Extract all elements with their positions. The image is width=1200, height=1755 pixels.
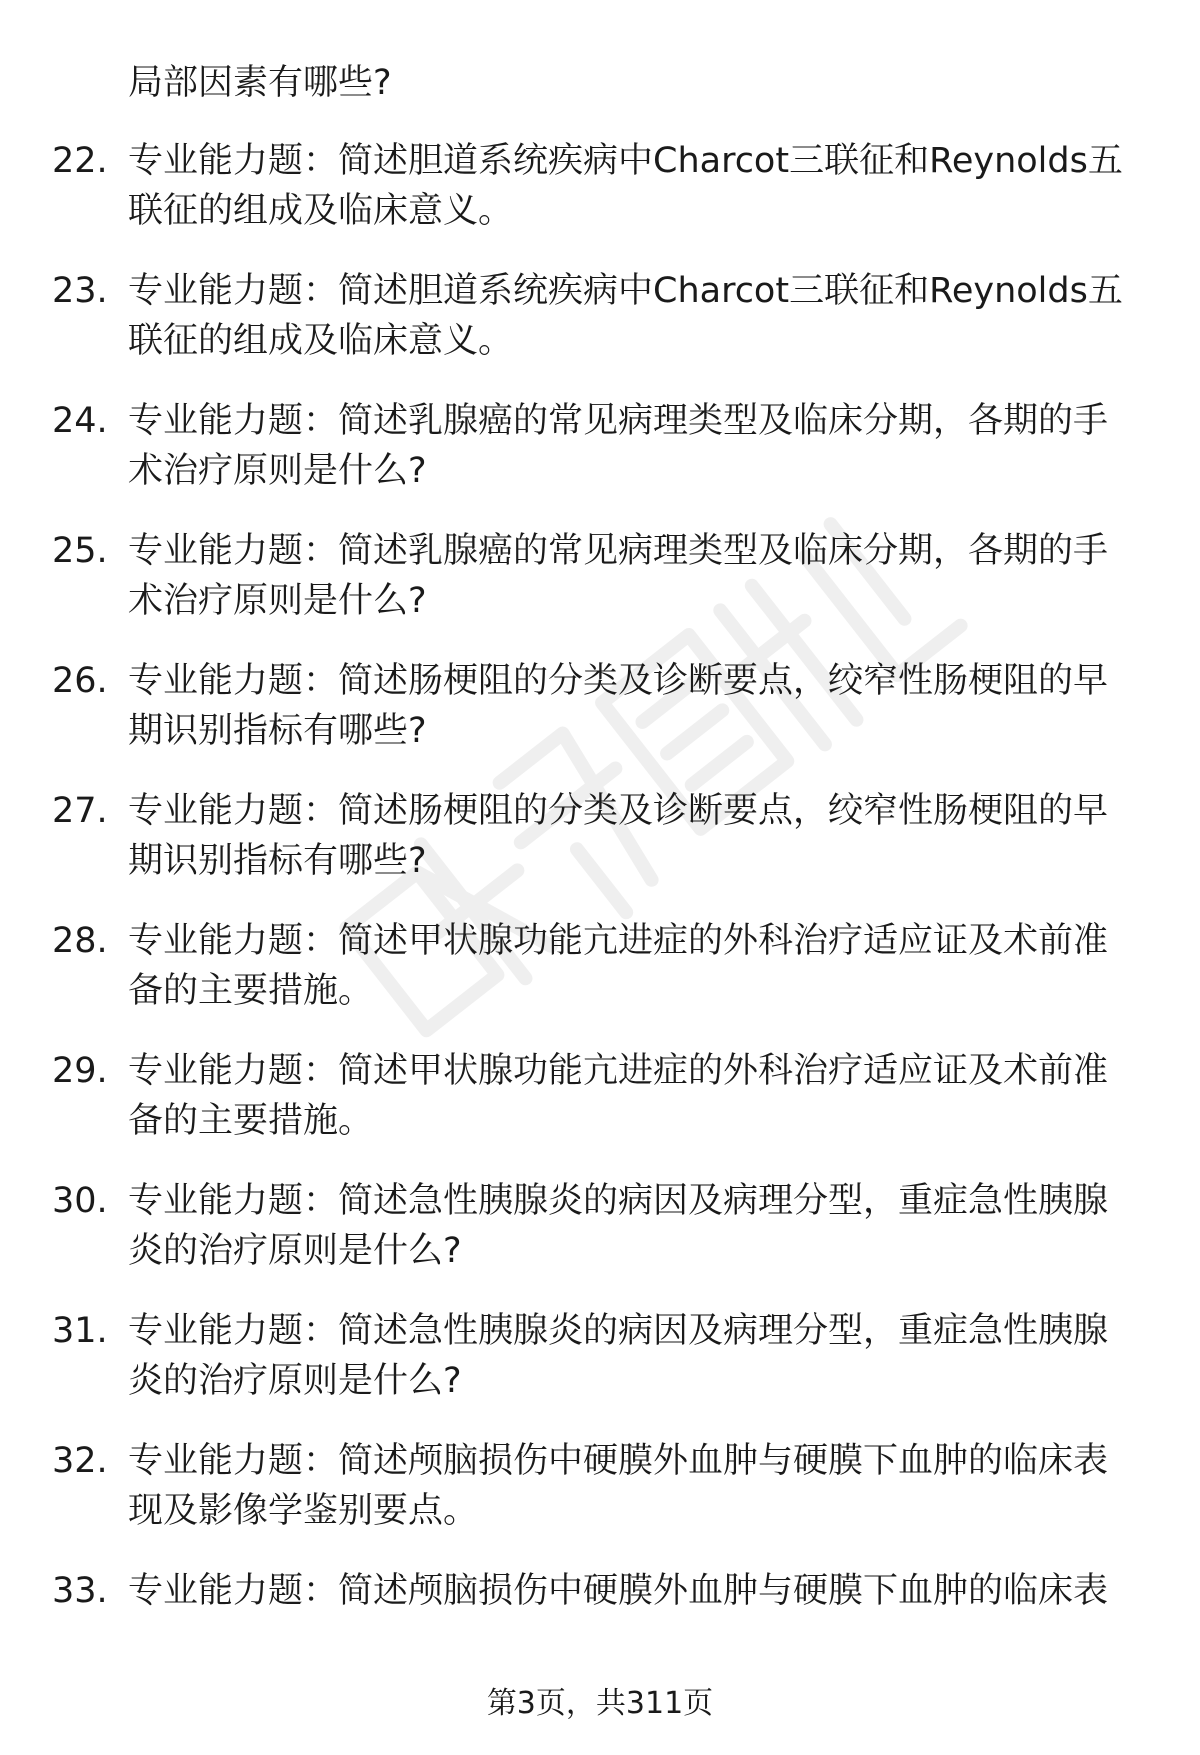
- question-number: 30.: [52, 1181, 108, 1221]
- question-line: 期识别指标有哪些?: [128, 711, 427, 751]
- question-item: [0, 1436, 1200, 1566]
- question-item: [0, 1046, 1200, 1176]
- question-number: 28.: [52, 921, 108, 961]
- question-line: 联征的组成及临床意义。: [128, 321, 514, 361]
- question-number: 31.: [52, 1311, 108, 1351]
- question-number: 23.: [52, 271, 108, 311]
- question-text: [128, 916, 1148, 1016]
- question-number: 27.: [52, 791, 108, 831]
- question-line: 备的主要措施。: [128, 1101, 374, 1141]
- question-text: [128, 396, 1148, 496]
- question-item: [0, 136, 1200, 266]
- question-list: [0, 136, 1200, 1696]
- question-line: 术治疗原则是什么?: [128, 581, 427, 621]
- question-line: 联征的组成及临床意义。: [128, 191, 514, 231]
- question-text: [128, 526, 1148, 626]
- question-item: [0, 396, 1200, 526]
- question-text: [128, 1306, 1148, 1406]
- question-item: [0, 526, 1200, 656]
- question-line: 专业能力题：简述急性胰腺炎的病因及病理分型，重症急性胰腺: [128, 1311, 1109, 1351]
- question-text: [128, 786, 1148, 886]
- continuation-line: 局部因素有哪些?: [128, 63, 392, 103]
- question-line: 专业能力题：简述急性胰腺炎的病因及病理分型，重症急性胰腺: [128, 1181, 1109, 1221]
- question-line: 术治疗原则是什么?: [128, 451, 427, 491]
- question-line: 专业能力题：简述肠梗阻的分类及诊断要点，绞窄性肠梗阻的早: [128, 791, 1109, 831]
- question-text: [128, 656, 1148, 756]
- question-line: 专业能力题：简述乳腺癌的常见病理类型及临床分期，各期的手: [128, 401, 1109, 441]
- question-line: 专业能力题：简述胆道系统疾病中Charcot三联征和Reynolds五: [128, 141, 1123, 181]
- question-text: [128, 136, 1148, 236]
- question-text: [128, 1046, 1148, 1146]
- question-item: [0, 266, 1200, 396]
- question-item: [0, 656, 1200, 786]
- page-footer: 第3页，共311页: [486, 1686, 714, 1721]
- question-line: 专业能力题：简述乳腺癌的常见病理类型及临床分期，各期的手: [128, 531, 1109, 571]
- question-item: [0, 786, 1200, 916]
- question-number: 22.: [52, 141, 108, 181]
- question-text: [128, 1566, 1148, 1616]
- question-line: 专业能力题：简述甲状腺功能亢进症的外科治疗适应证及术前准: [128, 921, 1109, 961]
- question-line: 专业能力题：简述颅脑损伤中硬膜外血肿与硬膜下血肿的临床表: [128, 1441, 1109, 1481]
- question-number: 33.: [52, 1571, 108, 1611]
- question-line: 炎的治疗原则是什么?: [128, 1361, 462, 1401]
- question-line: 炎的治疗原则是什么?: [128, 1231, 462, 1271]
- question-item: [0, 1176, 1200, 1306]
- question-line: 现及影像学鉴别要点。: [128, 1491, 479, 1531]
- question-item: [0, 1306, 1200, 1436]
- question-text: [128, 1176, 1148, 1276]
- question-line: 备的主要措施。: [128, 971, 374, 1011]
- question-line: 专业能力题：简述肠梗阻的分类及诊断要点，绞窄性肠梗阻的早: [128, 661, 1109, 701]
- question-item: [0, 1566, 1200, 1696]
- question-number: 26.: [52, 661, 108, 701]
- question-text: [128, 266, 1148, 366]
- question-line: 专业能力题：简述胆道系统疾病中Charcot三联征和Reynolds五: [128, 271, 1123, 311]
- question-number: 24.: [52, 401, 108, 441]
- question-number: 25.: [52, 531, 108, 571]
- question-number: 29.: [52, 1051, 108, 1091]
- question-line: 专业能力题：简述甲状腺功能亢进症的外科治疗适应证及术前准: [128, 1051, 1109, 1091]
- question-item: [0, 916, 1200, 1046]
- question-text: [128, 1436, 1148, 1536]
- question-line: 专业能力题：简述颅脑损伤中硬膜外血肿与硬膜下血肿的临床表: [128, 1571, 1109, 1611]
- question-line: 期识别指标有哪些?: [128, 841, 427, 881]
- question-number: 32.: [52, 1441, 108, 1481]
